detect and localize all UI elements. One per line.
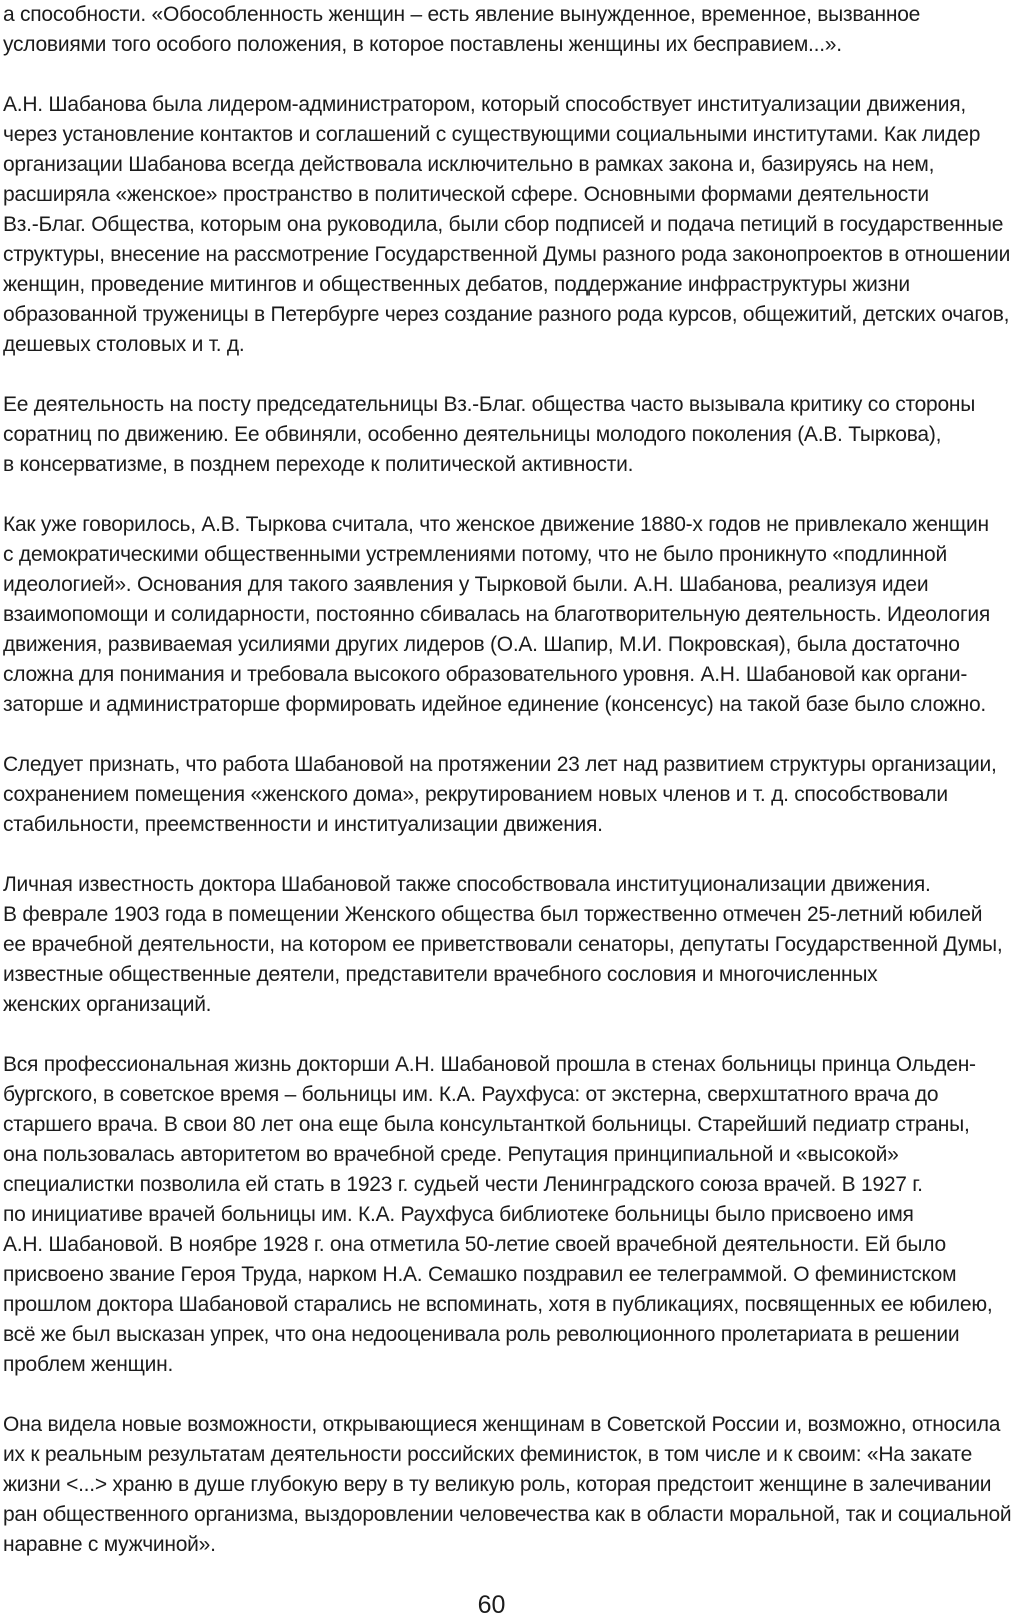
text-line: А.Н. Шабанова была лидером-администратором, который способствует институализации движения, <box>3 93 966 116</box>
text-line: А.Н. Шабановой. В ноябре 1928 г. она отметила 50-летие своей врачебной деятельности. Ей было <box>3 1233 946 1256</box>
text-line: сохранением помещения «женского дома», рекрутированием новых членов и т. д. способствовали <box>3 783 948 806</box>
paragraph-2 <box>3 90 1011 360</box>
paragraph-8 <box>3 1410 1011 1560</box>
text-line: всё же был высказан упрек, что она недооценивала роль революционного пролетариата в решении <box>3 1323 960 1346</box>
text-line: специалистки позволила ей стать в 1923 г. судьей чести Ленинградского союза врачей. В 1927 г. <box>3 1173 923 1196</box>
text-line: Личная известность доктора Шабановой также способствовала институционализации движения. <box>3 873 931 896</box>
text-line: заторше и администраторше формировать идейное единение (консенсус) на такой базе было сложно. <box>3 693 987 716</box>
text-line: женщин, проведение митингов и общественных дебатов, поддержание инфраструктуры жизни <box>3 273 910 296</box>
text-line: Как уже говорилось, А.В. Тыркова считала, что женское движение 1880-х годов не привлекало женщин <box>3 513 989 536</box>
text-line: Она видела новые возможности, открывающиеся женщинам в Советской России и, возможно, относила <box>3 1413 1001 1436</box>
text-line: сложна для понимания и требовала высокого образовательного уровня. А.Н. Шабановой как органи- <box>3 663 968 686</box>
text-line: проблем женщин. <box>3 1353 174 1376</box>
text-line: взаимопомощи и солидарности, постоянно сбивалась на благотворительную деятельность. Идеология <box>3 603 990 626</box>
text-line: ее врачебной деятельности, на котором ее приветствовали сенаторы, депутаты Государственной Думы, <box>3 933 1003 956</box>
text-line: организации Шабанова всегда действовала исключительно в рамках закона и, базируясь на нем, <box>3 153 935 176</box>
text-line: В феврале 1903 года в помещении Женского общества был торжественно отмечен 25-летний юбилей <box>3 903 983 926</box>
text-line: Вз.-Благ. Общества, которым она руководила, были сбор подписей и подача петиций в государственные <box>3 213 1004 236</box>
paragraph-1 <box>3 0 980 60</box>
paragraph-5 <box>3 750 997 840</box>
text-line: ран общественного организма, выздоровлении человечества как в области моральной, так и социальной <box>3 1503 1011 1526</box>
text-line: образованной труженицы в Петербурге через создание разного рода курсов, общежитий, детских очагов, <box>3 303 1010 326</box>
body-text <box>3 0 1011 1560</box>
text-line: соратниц по движению. Ее обвиняли, особенно деятельницы молодого поколения (А.В. Тыркова), <box>3 423 942 446</box>
text-line: бургского, в советское время – больницы им. К.А. Раухфуса: от экстерна, сверхштатного врача до <box>3 1083 939 1106</box>
text-line: Ее деятельность на посту председательницы Вз.-Благ. общества часто вызывала критику со стороны <box>3 393 976 416</box>
text-line: она пользовалась авторитетом во врачебной среде. Репутация принципиальной и «высокой» <box>3 1143 899 1166</box>
text-line: структуры, внесение на рассмотрение Государственной Думы разного рода законопроектов в отношении <box>3 243 1011 266</box>
paragraph-7 <box>3 1050 993 1380</box>
text-line: прошлом доктора Шабановой старались не вспоминать, хотя в публикациях, посвященных ее юбилею, <box>3 1293 993 1316</box>
text-line: по инициативе врачей больницы им. К.А. Раухфуса библиотеке больницы было присвоено имя <box>3 1203 914 1226</box>
text-line: Вся профессиональная жизнь докторши А.Н. Шабановой прошла в стенах больницы принца Ольден- <box>3 1053 976 1076</box>
text-line: движения, развиваемая усилиями других лидеров (О.А. Шапир, М.И. Покровская), была достаточно <box>3 633 960 656</box>
text-line: Следует признать, что работа Шабановой на протяжении 23 лет над развитием структуры организации, <box>3 753 997 776</box>
text-line: их к реальным результатам деятельности российских феминисток, в том числе и к своим: «На закате <box>3 1443 972 1466</box>
text-line: а способности. «Обособленность женщин – есть явление вынужденное, временное, вызванное <box>3 3 921 26</box>
paragraph-6 <box>3 870 1003 1020</box>
text-line: через установление контактов и соглашений с существующими социальными институтами. Как лидер <box>3 123 981 146</box>
text-line: известные общественные деятели, представители врачебного сословия и многочисленных <box>3 963 878 986</box>
text-line: с демократическими общественными устремлениями потому, что не было проникнуто «подлинной <box>3 543 947 566</box>
text-line: старшего врача. В свои 80 лет она еще была консультанткой больницы. Старейший педиатр страны, <box>3 1113 970 1136</box>
text-line: присвоено звание Героя Труда, нарком Н.А. Семашко поздравил ее телеграммой. О феминистском <box>3 1263 957 1286</box>
paragraph-4 <box>3 510 990 720</box>
text-line: женских организаций. <box>3 993 212 1016</box>
text-line: идеологией». Основания для такого заявления у Тырковой были. А.Н. Шабанова, реализуя идеи <box>3 573 929 596</box>
text-line: в консерватизме, в позднем переходе к политической активности. <box>3 453 634 476</box>
text-line: стабильности, преемственности и институализации движения. <box>3 813 603 836</box>
text-line: дешевых столовых и т. д. <box>3 333 245 356</box>
text-line: жизни <...> храню в душе глубокую веру в ту великую роль, которая предстоит женщине в залечивании <box>3 1473 992 1496</box>
text-line: наравне с мужчиной». <box>3 1533 216 1556</box>
text-line: условиями того особого положения, в которое поставлены женщины их бесправием...». <box>3 33 842 56</box>
paragraph-3 <box>3 390 980 480</box>
page-number: 60 <box>477 1591 506 1619</box>
text-line: расширяла «женское» пространство в политической сфере. Основными формами деятельности <box>3 183 929 206</box>
